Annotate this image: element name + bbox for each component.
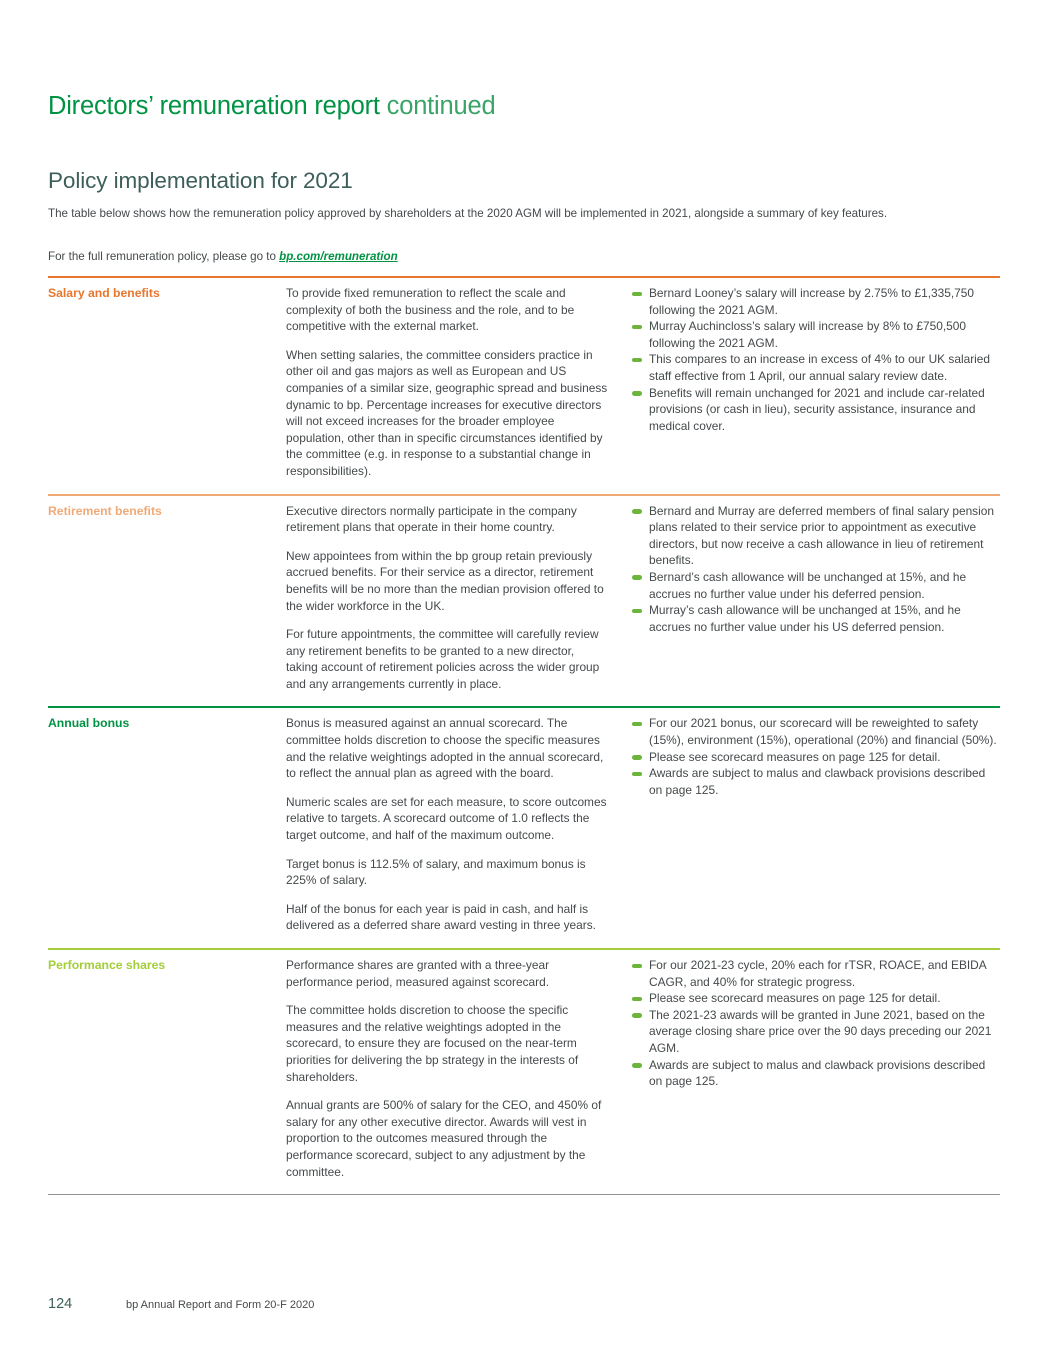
list-item bbox=[631, 990, 1000, 1007]
remuneration-policy-link[interactable]: bp.com/remuneration bbox=[279, 250, 398, 263]
policy-paragraph: Annual grants are 500% of salary for the CEO, and 450% of salary for any other executive director. Awards will vest in proportion to the outcomes measured through the performance scorecard, subject to any adjustment by the committee. bbox=[286, 1098, 602, 1179]
row-label-retirement-benefits: Retirement benefits bbox=[48, 503, 162, 518]
policy-paragraph: Performance shares are granted with a three-year performance period, measured against scorecard. bbox=[286, 958, 550, 989]
table-row bbox=[48, 494, 1000, 707]
list-item-text: This compares to an increase in excess of 4% to our UK salaried staff effective from 1 April, our annual salary review date. bbox=[649, 352, 991, 383]
list-item bbox=[631, 602, 1000, 635]
policy-paragraph: Numeric scales are set for each measure, to score outcomes relative to targets. A scorecard outcome of 1.0 reflects the target outcome, and half of the maximum outcome. bbox=[286, 794, 607, 843]
row-features-cell bbox=[631, 285, 1000, 480]
row-policy-cell bbox=[286, 715, 631, 934]
feature-bullet-list bbox=[631, 285, 1000, 434]
list-item bbox=[631, 749, 1000, 766]
bullet-dash-icon bbox=[632, 722, 642, 727]
page-number: 124 bbox=[48, 1296, 73, 1312]
list-item-text: For our 2021-23 cycle, 20% each for rTSR, ROACE, and EBIDA CAGR, and 40% for strategic progress. bbox=[649, 958, 987, 989]
bullet-dash-icon bbox=[632, 509, 642, 514]
row-label-cell bbox=[48, 957, 286, 1180]
bullet-dash-icon bbox=[632, 391, 642, 396]
policy-paragraph: For future appointments, the committee will carefully review any retirement benefits to be granted to a new director, taking account of retirement policies across the wider group and any arrangements currently in place. bbox=[286, 627, 600, 691]
policy-link-lead: For the full remuneration policy, please go to bbox=[48, 250, 280, 263]
policy-link-line bbox=[48, 249, 398, 266]
list-item bbox=[631, 1007, 1000, 1057]
list-item-text: Bernard’s cash allowance will be unchanged at 15%, and he accrues no further value under his deferred pension. bbox=[649, 569, 967, 601]
policy-implementation-table bbox=[48, 276, 1000, 1195]
bullet-dash-icon bbox=[632, 1013, 642, 1018]
bullet-dash-icon bbox=[632, 964, 642, 969]
policy-paragraph: When setting salaries, the committee considers practice in other oil and gas majors as well as European and US companies of a similar size, geographic spread and business dynamic to bp. Percentage increases for executive directors will not exceed increases for the broader employee population, other than in specific circumstances identified by the committee (e.g. in response to a substantial change in responsibilities). bbox=[286, 347, 608, 478]
bullet-dash-icon bbox=[632, 1063, 642, 1068]
table-row bbox=[48, 948, 1000, 1194]
policy-paragraph: Bonus is measured against an annual scorecard. The committee holds discretion to choose the specific measures and the relative weightings adopted in the annual scorecard, to reflect the annual plan as agreed with the board. bbox=[286, 716, 604, 781]
list-item bbox=[631, 957, 1000, 990]
intro-paragraph: The table below shows how the remuneration policy approved by shareholders at the 2020 AGM will be implemented in 2021, alongside a summary of key features. bbox=[48, 207, 888, 220]
bullet-dash-icon bbox=[632, 325, 642, 330]
bullet-dash-icon bbox=[632, 997, 642, 1002]
table-bottom-divider bbox=[48, 1194, 1000, 1195]
row-features-cell bbox=[631, 715, 1000, 934]
list-item-text: For our 2021 bonus, our scorecard will be reweighted to safety (15%), environment (15%), operational (20%) and financial (50%). bbox=[649, 716, 997, 748]
row-policy-cell bbox=[286, 503, 631, 693]
bullet-dash-icon bbox=[632, 609, 642, 614]
row-policy-cell bbox=[286, 957, 631, 1180]
list-item-text: Murray’s cash allowance will be unchanged at 15%, and he accrues no further value under his US deferred pension. bbox=[649, 603, 961, 634]
list-item bbox=[631, 351, 1000, 384]
bullet-dash-icon bbox=[632, 358, 642, 363]
bullet-dash-icon bbox=[632, 575, 642, 580]
list-item bbox=[631, 765, 1000, 798]
row-features-cell bbox=[631, 957, 1000, 1180]
list-item bbox=[631, 1057, 1000, 1090]
page-title-main: Directors’ remuneration report bbox=[48, 92, 387, 120]
policy-paragraph: Half of the bonus for each year is paid in cash, and half is delivered as a deferred share award vesting in three years. bbox=[286, 901, 596, 933]
footer-report-title: bp Annual Report and Form 20-F 2020 bbox=[126, 1299, 315, 1311]
row-label-annual-bonus: Annual bonus bbox=[48, 716, 130, 731]
list-item-text: Please see scorecard measures on page 125 for detail. bbox=[649, 991, 941, 1006]
policy-paragraph: To provide fixed remuneration to reflect the scale and complexity of both the business and the role, and to be competitive with the external market. bbox=[286, 286, 575, 334]
feature-bullet-list bbox=[631, 957, 1000, 1090]
row-label-cell bbox=[48, 503, 286, 693]
list-item bbox=[631, 503, 1000, 569]
page-title bbox=[48, 92, 495, 121]
feature-bullet-list bbox=[631, 503, 1000, 636]
row-policy-cell bbox=[286, 285, 631, 480]
policy-paragraph: Target bonus is 112.5% of salary, and maximum bonus is 225% of salary. bbox=[286, 856, 586, 888]
table-row bbox=[48, 706, 1000, 948]
list-item bbox=[631, 569, 1000, 602]
bullet-dash-icon bbox=[632, 292, 642, 297]
row-label-cell bbox=[48, 715, 286, 934]
list-item bbox=[631, 715, 1000, 748]
list-item bbox=[631, 285, 1000, 318]
list-item-text: Please see scorecard measures on page 125 for detail. bbox=[649, 749, 941, 764]
policy-paragraph: The committee holds discretion to choose the specific measures and the relative weightings adopted in the scorecard, to ensure they are focused on the near-term priorities for delivering the bp strategy in the interests of shareholders. bbox=[286, 1003, 579, 1084]
section-title: Policy implementation for 2021 bbox=[48, 168, 353, 193]
list-item-text: Bernard Looney’s salary will increase by 2.75% to £1,335,750 following the 2021 AGM. bbox=[649, 286, 974, 317]
list-item bbox=[631, 385, 1000, 435]
list-item bbox=[631, 318, 1000, 351]
row-label-performance-shares: Performance shares bbox=[48, 958, 166, 972]
list-item-text: Benefits will remain unchanged for 2021 and include car-related provisions (or cash in lieu), security assistance, insurance and medical cover. bbox=[649, 385, 985, 433]
row-label-cell bbox=[48, 285, 286, 480]
page-title-continued: continued bbox=[386, 92, 496, 120]
table-row bbox=[48, 276, 1000, 494]
row-label-salary-and-benefits: Salary and benefits bbox=[48, 286, 160, 300]
list-item-text: Awards are subject to malus and clawback provisions described on page 125. bbox=[649, 1057, 986, 1089]
list-item-text: Bernard and Murray are deferred members of final salary pension plans related to their service prior to appointment as executive directors, but now receive a cash allowance in lieu of retirement benefits. bbox=[649, 503, 994, 568]
row-features-cell bbox=[631, 503, 1000, 693]
list-item-text: The 2021-23 awards will be granted in June 2021, based on the average closing share price over the 90 days preceding our 2021 AGM. bbox=[649, 1007, 992, 1055]
list-item-text: Murray Auchincloss’s salary will increase by 8% to £750,500 following the 2021 AGM. bbox=[649, 319, 967, 350]
bullet-dash-icon bbox=[632, 772, 642, 777]
feature-bullet-list bbox=[631, 715, 1000, 798]
page-footer bbox=[48, 1296, 1000, 1312]
list-item-text: Awards are subject to malus and clawback provisions described on page 125. bbox=[649, 766, 986, 797]
policy-paragraph: Executive directors normally participate in the company retirement plans that operate in their home country. bbox=[286, 503, 577, 535]
bullet-dash-icon bbox=[632, 755, 642, 760]
policy-paragraph: New appointees from within the bp group retain previously accrued benefits. For their service as a director, retirement benefits will be no more than the median provision offered to the wider workforce in the UK. bbox=[286, 548, 604, 613]
